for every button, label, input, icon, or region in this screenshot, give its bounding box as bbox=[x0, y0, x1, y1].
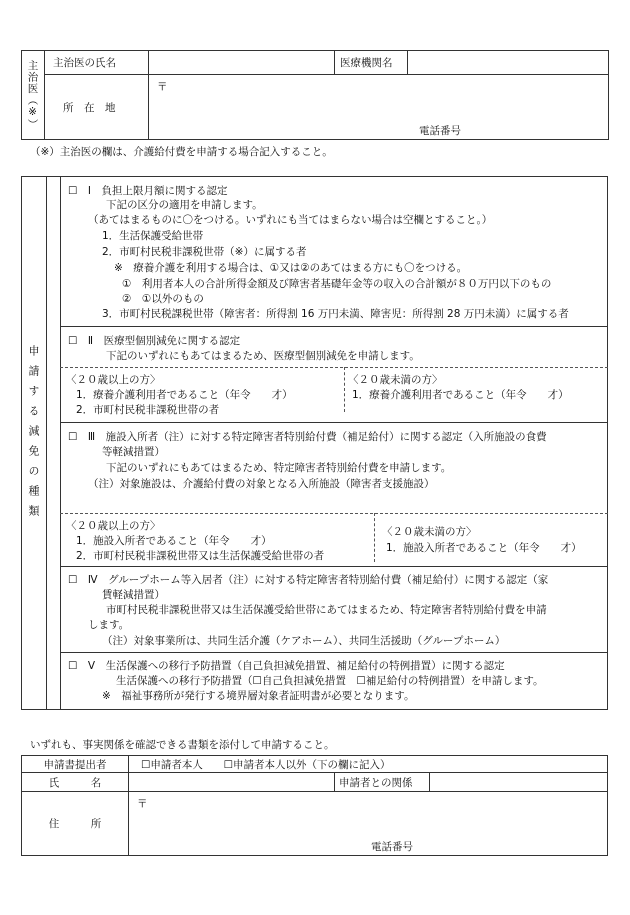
reduction-side-cell bbox=[22, 177, 47, 709]
doctor-address-field[interactable] bbox=[149, 75, 609, 140]
relation-label-cell bbox=[335, 773, 430, 792]
institution-field[interactable] bbox=[408, 51, 609, 75]
submitter-option-other[interactable]: ☐申請者本人以外（下の欄に記入） bbox=[223, 758, 391, 771]
doctor-name-label: 主治医の氏名 bbox=[53, 57, 116, 69]
applicant-postal-mark: 〒 bbox=[137, 798, 148, 810]
applicant-address-field[interactable] bbox=[129, 792, 608, 856]
section-3-over20-head: 〈２０歳以上の方〉 bbox=[66, 520, 161, 532]
section-5-line: 生活保護への移行予防措置（☐自己負担減免措置 ☐補足給付の特例措置）を申請します。 bbox=[116, 675, 544, 687]
section-4-title[interactable]: ☐ Ⅳ グループホーム等入居者（注）に対する特定障害者特別給付費（補足給付）に関する認定（家 bbox=[68, 574, 549, 586]
section-5-note: ※ 福祉事務所が発行する境界層対象者証明書が必要となります。 bbox=[102, 690, 415, 702]
section-1-option: 3．市町村民税課税世帯（障害者：所得割 16 万円未満、障害児：所得割 28 万円未満）に属する者 bbox=[102, 308, 569, 320]
doctor-side-cell bbox=[22, 51, 45, 140]
applicant-table bbox=[21, 755, 608, 856]
section-3-title-cont: 等軽減措置） bbox=[102, 446, 165, 458]
institution-label: 医療機関名 bbox=[340, 57, 393, 69]
section-2-under20-head: 〈２０歳未満の方〉 bbox=[348, 374, 443, 386]
institution-label-cell bbox=[335, 51, 408, 75]
relation-field[interactable] bbox=[430, 773, 608, 792]
section-3-under20-option: 1．施設入所者であること（年令 才） bbox=[386, 542, 582, 554]
section-4-note: （注）対象事業所は、共同生活介護（ケアホーム）、共同生活援助（グループホーム） bbox=[102, 635, 506, 647]
section-1-line: （あてはまるものに〇をつける。いずれにも当てはまらない場合は空欄とすること。） bbox=[88, 214, 493, 226]
doctor-postal-mark: 〒 bbox=[157, 81, 168, 93]
section-1-line: 下記の区分の適用を申請します。 bbox=[106, 199, 263, 211]
doctor-name-field[interactable] bbox=[149, 51, 335, 75]
section-2-over20-option: 2．市町村民税非課税世帯の者 bbox=[76, 404, 220, 416]
applicant-name-label-cell bbox=[22, 773, 129, 792]
section-2-under20-option: 1．療養介護利用者であること（年令 才） bbox=[352, 389, 569, 401]
section-1-sub-option: ① 利用者本人の合計所得金額及び障害者基礎年金等の収入の合計額が８０万円以下のもの bbox=[122, 278, 552, 290]
doctor-name-label-cell bbox=[45, 51, 149, 75]
applicant-address-label-cell bbox=[22, 792, 129, 856]
section-1-sub-option: ② ①以外のもの bbox=[122, 293, 204, 305]
section-2-over20-head: 〈２０歳以上の方〉 bbox=[66, 374, 161, 386]
applicant-address-label: 住 所 bbox=[48, 818, 102, 830]
section-3-line: 下記のいずれにもあてはまるため、特定障害者特別給付費を申請します。 bbox=[106, 462, 452, 474]
submitter-label: 申請書提出者 bbox=[43, 758, 107, 771]
section-5-title[interactable]: ☐ Ⅴ 生活保護への移行予防措置（自己負担減免措置、補足給付の特例措置）に関する認定 bbox=[68, 660, 505, 672]
reduction-table bbox=[21, 176, 608, 710]
section-3-title[interactable]: ☐ Ⅲ 施設入所者（注）に対する特定障害者特別給付費（補足給付）に関する認定（入所施設の食費 bbox=[68, 431, 547, 443]
doctor-address-label: 所 在 地 bbox=[63, 101, 116, 114]
doctor-phone-label: 電話番号 bbox=[419, 125, 461, 137]
section-3-over20-option: 1．施設入所者であること（年令 才） bbox=[76, 535, 272, 547]
section-4-line: します。 bbox=[88, 619, 130, 631]
submitter-label-cell bbox=[22, 756, 129, 773]
applicant-phone-label: 電話番号 bbox=[371, 841, 413, 853]
applicant-note: いずれも、事実関係を確認できる書類を添付して申請すること。 bbox=[30, 739, 335, 751]
doctor-side-label: 主治医（※） bbox=[26, 59, 39, 131]
section-3-over20-option: 2．市町村民税非課税世帯又は生活保護受給世帯の者 bbox=[76, 550, 325, 562]
section-1-title[interactable]: ☐ Ⅰ 負担上限月額に関する認定 bbox=[68, 185, 228, 197]
applicant-name-label: 氏 名 bbox=[48, 776, 102, 789]
section-2-line: 下記のいずれにもあてはまるため、医療型個別減免を申請します。 bbox=[106, 350, 420, 362]
section-2-over20-option: 1．療養介護利用者であること（年令 才） bbox=[76, 389, 293, 401]
submitter-option-self[interactable]: ☐申請者本人 bbox=[141, 758, 203, 771]
section-1-option: 1．生活保護受給世帯 bbox=[102, 230, 204, 242]
section-1-option: 2．市町村民税非課税世帯（※）に属する者 bbox=[102, 246, 307, 258]
section-3-under20-head: 〈２０歳未満の方〉 bbox=[382, 526, 477, 538]
section-4-line: 市町村民税非課税世帯又は生活保護受給世帯にあてはまるため、特定障害者特別給付費を申請 bbox=[106, 604, 547, 616]
reduction-side-label: 申請する減免の種類 bbox=[27, 345, 40, 525]
doctor-note: （※）主治医の欄は、介護給付費を申請する場合記入すること。 bbox=[30, 146, 333, 158]
section-1-note: ※ 療養介護を利用する場合は、①又は②のあてはまる方にも〇をつける。 bbox=[114, 262, 468, 274]
section-4-title-cont: 賃軽減措置） bbox=[102, 589, 165, 601]
doctor-address-label-cell bbox=[45, 75, 149, 140]
relation-label: 申請者との関係 bbox=[339, 776, 413, 789]
section-2-title[interactable]: ☐ Ⅱ 医療型個別減免に関する認定 bbox=[68, 335, 241, 347]
doctor-table bbox=[21, 50, 609, 140]
submitter-options bbox=[129, 756, 608, 773]
applicant-name-field[interactable] bbox=[129, 773, 335, 792]
section-3-line: （注）対象施設は、介護給付費の対象となる入所施設（障害者支援施設） bbox=[88, 478, 435, 490]
